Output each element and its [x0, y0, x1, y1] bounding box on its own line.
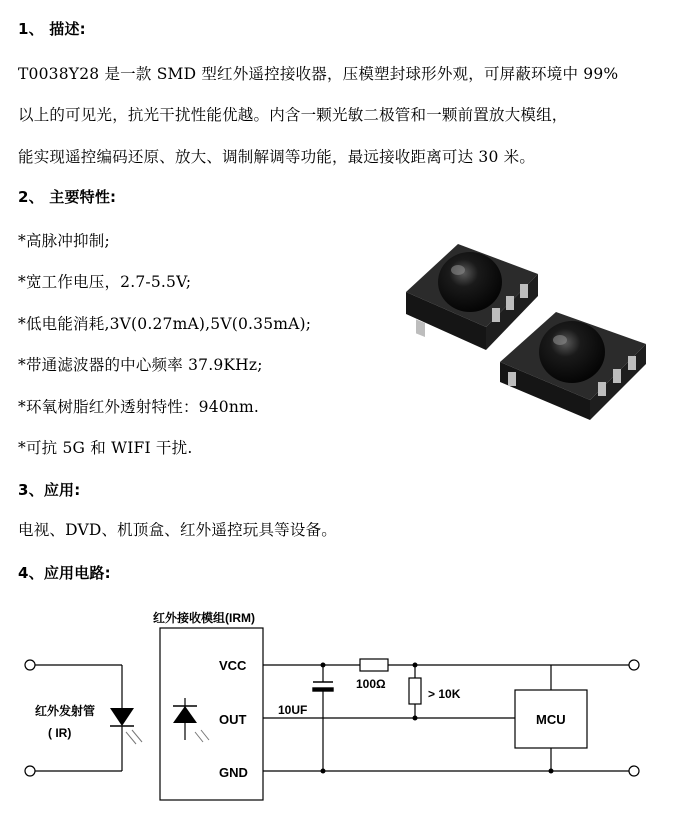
feature-item: *低电能消耗,3V(0.27mA),5V(0.35mA);: [18, 315, 312, 333]
ir-emitter-diode: [110, 708, 142, 744]
pin-vcc-label: VCC: [219, 658, 247, 673]
pullup-resistor-symbol: [409, 678, 421, 704]
emitter-label: 红外发射管: [35, 704, 96, 718]
terminal: [25, 766, 35, 776]
product-photo: [388, 222, 678, 422]
mcu-label: MCU: [536, 712, 566, 727]
description-line-2: 以上的可见光，抗光干扰性能优越。内含一颗光敏二极管和一颗前置放大模组，: [18, 106, 568, 124]
feature-item: *宽工作电压，2.7-5.5V;: [18, 273, 192, 291]
receiver-component-left: [406, 244, 538, 350]
resistor-label: 100Ω: [356, 677, 386, 691]
terminal: [629, 660, 639, 670]
description-line-1: T0038Y28 是一款 SMD 型红外遥控接收器，压模塑封球形外观，可屏蔽环境中 99%: [18, 65, 619, 83]
photodiode-symbol: [173, 698, 209, 742]
pin-gnd-label: GND: [219, 765, 248, 780]
section-1-heading: 1、 描述:: [18, 20, 86, 38]
feature-item: *环氧树脂红外透射特性：940nm.: [18, 398, 260, 416]
section-2-heading: 2、 主要特性:: [18, 188, 117, 206]
section-4-heading: 4、应用电路:: [18, 564, 111, 582]
capacitor-label: 10UF: [278, 703, 308, 717]
feature-item: *高脉冲抑制;: [18, 232, 110, 250]
emitter-sub-label: ( IR): [48, 726, 72, 740]
resistor-symbol: [360, 659, 388, 671]
terminal: [629, 766, 639, 776]
section-3-heading: 3、应用:: [18, 481, 81, 499]
module-title: 红外接收模组(IRM): [153, 611, 255, 625]
capacitor-symbol: [313, 682, 333, 691]
feature-item: *可抗 5G 和 WIFI 干扰.: [18, 439, 193, 457]
applications-text: 电视、DVD、机顶盒、红外遥控玩具等设备。: [18, 521, 337, 539]
feature-item: *带通滤波器的中心频率 37.9KHz;: [18, 356, 263, 374]
terminal: [25, 660, 35, 670]
pin-out-label: OUT: [219, 712, 247, 727]
description-line-3: 能实现遥控编码还原、放大、调制解调等功能，最远接收距离可达 30 米。: [18, 148, 536, 166]
pullup-label: > 10K: [428, 687, 461, 701]
application-circuit: [0, 590, 699, 815]
receiver-component-right: [500, 312, 646, 420]
